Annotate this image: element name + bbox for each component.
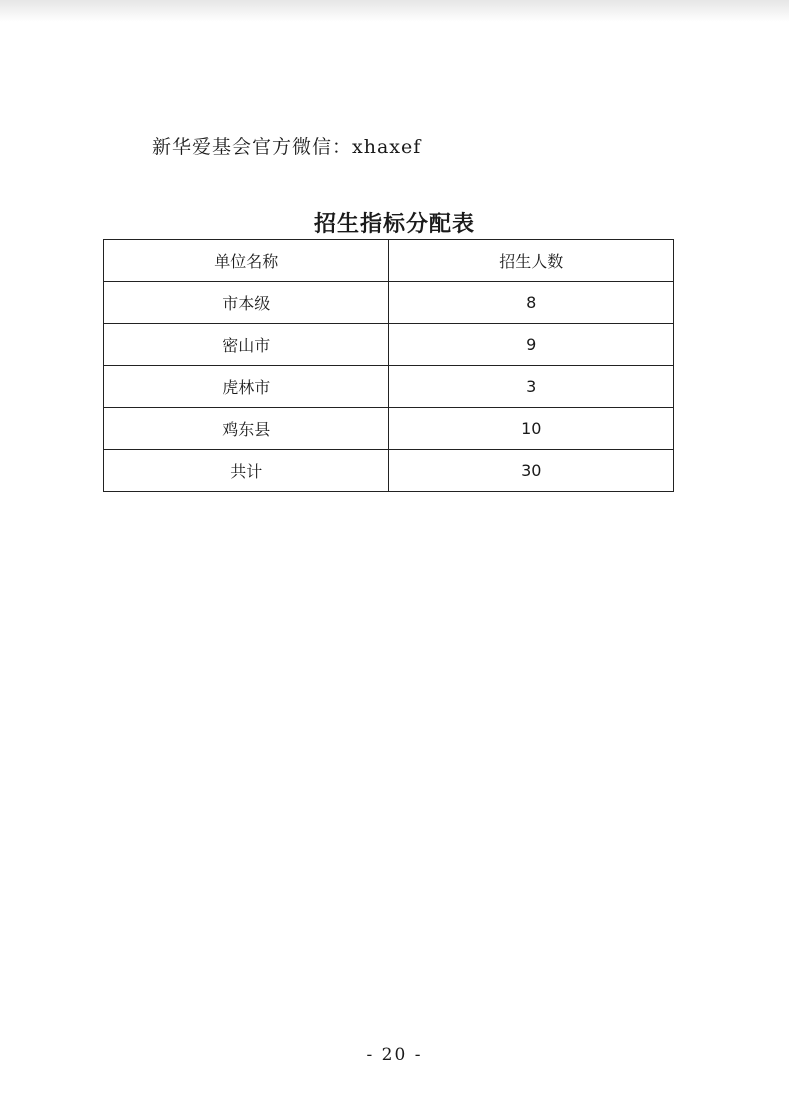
table-header-row — [104, 240, 674, 282]
enrollment-count-cell: 9 — [389, 324, 674, 366]
table-total-row — [104, 450, 674, 492]
enrollment-count-cell: 3 — [389, 366, 674, 408]
unit-name-cell: 虎林市 — [104, 366, 389, 408]
total-label-cell: 共计 — [104, 450, 389, 492]
table-row — [104, 324, 674, 366]
header-unit-name: 单位名称 — [104, 240, 389, 282]
unit-name-cell: 鸡东县 — [104, 408, 389, 450]
enrollment-count-cell: 10 — [389, 408, 674, 450]
unit-name-cell: 密山市 — [104, 324, 389, 366]
page-number: - 20 - — [366, 1045, 423, 1065]
total-count-cell: 30 — [389, 450, 674, 492]
table-title: 招生指标分配表 — [313, 212, 475, 237]
header-enrollment-count: 招生人数 — [389, 240, 674, 282]
enrollment-allocation-table — [103, 239, 674, 492]
scan-edge-shadow — [0, 0, 789, 22]
wechat-account-line: 新华爱基会官方微信：xhaxef — [152, 136, 422, 158]
unit-name-cell: 市本级 — [104, 282, 389, 324]
table-row — [104, 282, 674, 324]
table-row — [104, 408, 674, 450]
table-row — [104, 366, 674, 408]
enrollment-count-cell: 8 — [389, 282, 674, 324]
